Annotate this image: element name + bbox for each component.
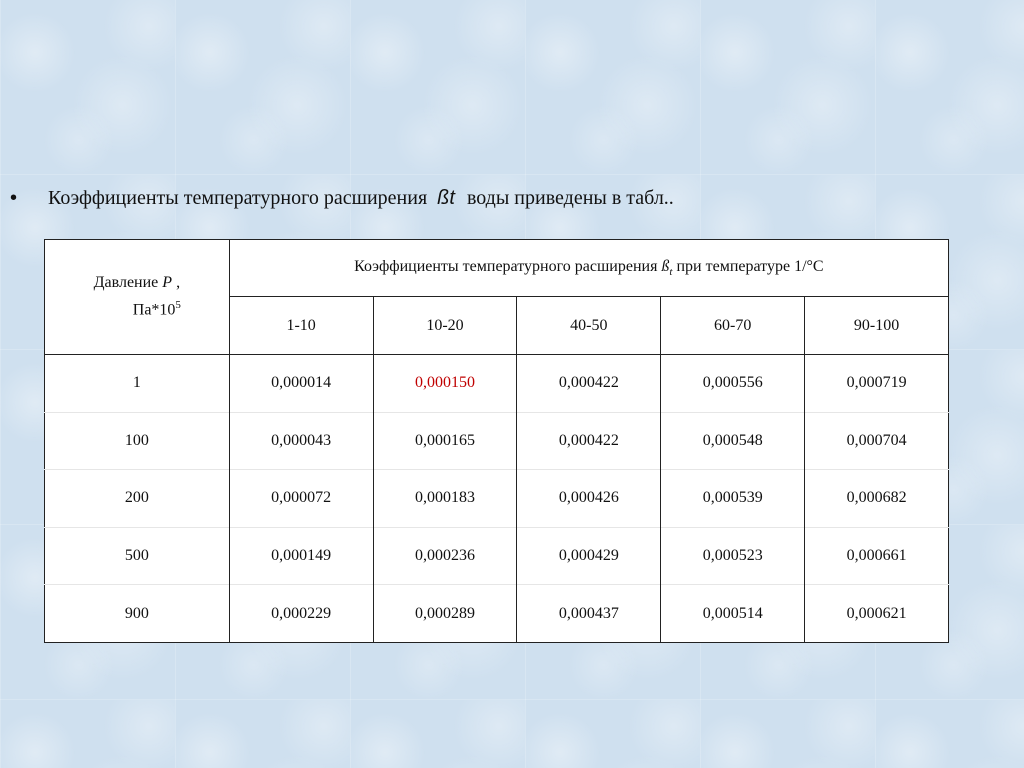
coef-cell: 0,000183: [373, 470, 517, 528]
group-header: [229, 240, 948, 297]
coef-cell: 0,000539: [661, 470, 805, 528]
pressure-value: 500: [45, 527, 230, 585]
coef-cell: 0,000719: [805, 355, 949, 413]
coef-cell: 0,000043: [229, 412, 373, 470]
coef-cell: 0,000229: [229, 585, 373, 643]
pressure-header: [45, 240, 230, 355]
temp-range-header: 60-70: [661, 297, 805, 355]
group-header-text-after: при температуре 1/°С: [672, 257, 824, 275]
coef-cell: 0,000661: [805, 527, 949, 585]
pressure-value: 900: [45, 585, 230, 643]
table-row: [45, 585, 949, 643]
coef-cell: 0,000426: [517, 470, 661, 528]
pressure-value: 1: [45, 355, 230, 413]
coef-cell: 0,000422: [517, 355, 661, 413]
group-header-beta-sub: t: [669, 266, 673, 279]
coef-cell: 0,000072: [229, 470, 373, 528]
temp-range-header: 10-20: [373, 297, 517, 355]
coef-cell: 0,000289: [373, 585, 517, 643]
group-header-text-before: Коэффициенты температурного расширения: [354, 257, 662, 275]
coef-cell: 0,000548: [661, 412, 805, 470]
pressure-value: 200: [45, 470, 230, 528]
pressure-value: 100: [45, 412, 230, 470]
intro-line: [10, 184, 970, 212]
coef-cell: 0,000682: [805, 470, 949, 528]
coef-cell: 0,000236: [373, 527, 517, 585]
group-header-beta: ß: [661, 257, 670, 275]
pressure-unit: Па*10: [132, 301, 176, 319]
temp-range-header: 90-100: [853, 316, 900, 334]
pressure-comma: ,: [172, 274, 181, 292]
coef-cell: 0,000621: [805, 585, 949, 643]
pressure-var: P: [162, 274, 173, 292]
intro-text-before: Коэффициенты температурного расширения: [48, 187, 428, 209]
coef-cell: 0,000514: [661, 585, 805, 643]
coef-cell: 0,000429: [517, 527, 661, 585]
beta-symbol: ßt: [437, 187, 455, 209]
pressure-unit-exp: 5: [175, 299, 181, 312]
coef-cell: 0,000704: [805, 412, 949, 470]
coef-cell: 0,000523: [661, 527, 805, 585]
coef-cell: 0,000437: [517, 585, 661, 643]
temp-range-header: 40-50: [517, 297, 661, 355]
pressure-label: Давление: [93, 274, 159, 292]
table-row: [45, 527, 949, 585]
temp-range-header: 1-10: [229, 297, 373, 355]
intro-text-after: воды приведены в табл..: [466, 187, 674, 209]
coef-cell: 0,000556: [661, 355, 805, 413]
table-row: [45, 355, 949, 413]
coef-cell-highlighted: 0,000150: [373, 355, 517, 413]
coef-cell: 0,000422: [517, 412, 661, 470]
coef-cell: 0,000165: [373, 412, 517, 470]
coef-cell: 0,000014: [229, 355, 373, 413]
coef-cell: 0,000149: [229, 527, 373, 585]
coefficients-table: [44, 239, 949, 643]
table-row: [45, 412, 949, 470]
table-row: [45, 470, 949, 528]
bullet-icon: •: [10, 187, 18, 209]
